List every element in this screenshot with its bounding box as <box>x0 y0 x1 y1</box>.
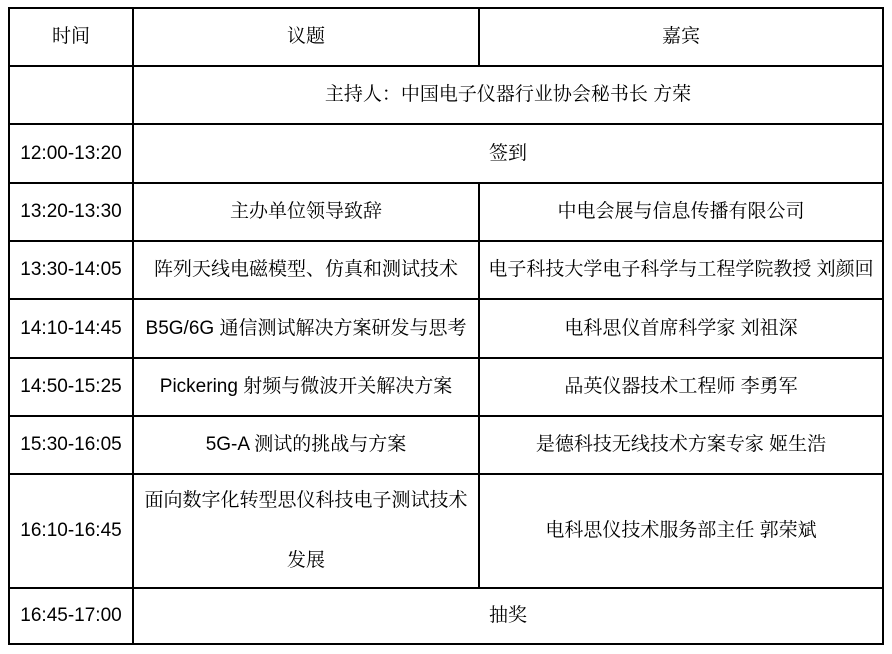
topic-line-1: 面向数字化转型思仪科技电子测试技术 <box>144 490 468 512</box>
header-row <box>9 8 883 66</box>
table-row <box>9 416 883 474</box>
topic-cell: Pickering 射频与微波开关解决方案 <box>133 358 479 416</box>
time-cell: 15:30-16:05 <box>9 416 133 474</box>
guest-cell: 电科思仪技术服务部主任 郭荣斌 <box>479 474 883 588</box>
table-row <box>9 474 883 588</box>
table-row <box>9 358 883 416</box>
guest-cell: 是德科技无线技术方案专家 姬生浩 <box>479 416 883 474</box>
time-cell: 14:10-14:45 <box>9 299 133 358</box>
merged-cell: 抽奖 <box>133 588 883 644</box>
table-row <box>9 124 883 183</box>
guest-cell: 品英仪器技术工程师 李勇军 <box>479 358 883 416</box>
guest-cell: 中电会展与信息传播有限公司 <box>479 183 883 241</box>
time-cell: 16:10-16:45 <box>9 474 133 588</box>
time-cell: 13:30-14:05 <box>9 241 133 299</box>
header-cell-time: 时间 <box>9 8 133 66</box>
topic-cell: B5G/6G 通信测试解决方案研发与思考 <box>133 299 479 358</box>
agenda-table <box>8 7 884 645</box>
table-row <box>9 588 883 644</box>
time-cell: 13:20-13:30 <box>9 183 133 241</box>
table-row <box>9 241 883 299</box>
table-row <box>9 183 883 241</box>
time-cell-empty <box>9 66 133 124</box>
agenda-table-container <box>8 7 884 645</box>
guest-cell: 电科思仪首席科学家 刘祖深 <box>479 299 883 358</box>
topic-cell: 主办单位领导致辞 <box>133 183 479 241</box>
time-cell: 14:50-15:25 <box>9 358 133 416</box>
topic-cell <box>133 474 479 588</box>
time-cell: 12:00-13:20 <box>9 124 133 183</box>
table-row <box>9 299 883 358</box>
time-cell: 16:45-17:00 <box>9 588 133 644</box>
topic-cell: 5G-A 测试的挑战与方案 <box>133 416 479 474</box>
guest-cell: 电子科技大学电子科学与工程学院教授 刘颜回 <box>479 241 883 299</box>
merged-cell: 签到 <box>133 124 883 183</box>
header-cell-guest: 嘉宾 <box>479 8 883 66</box>
header-cell-topic: 议题 <box>133 8 479 66</box>
host-merged-cell: 主持人：中国电子仪器行业协会秘书长 方荣 <box>133 66 883 124</box>
topic-cell: 阵列天线电磁模型、仿真和测试技术 <box>133 241 479 299</box>
host-row <box>9 66 883 124</box>
topic-line-2: 发展 <box>286 550 325 571</box>
